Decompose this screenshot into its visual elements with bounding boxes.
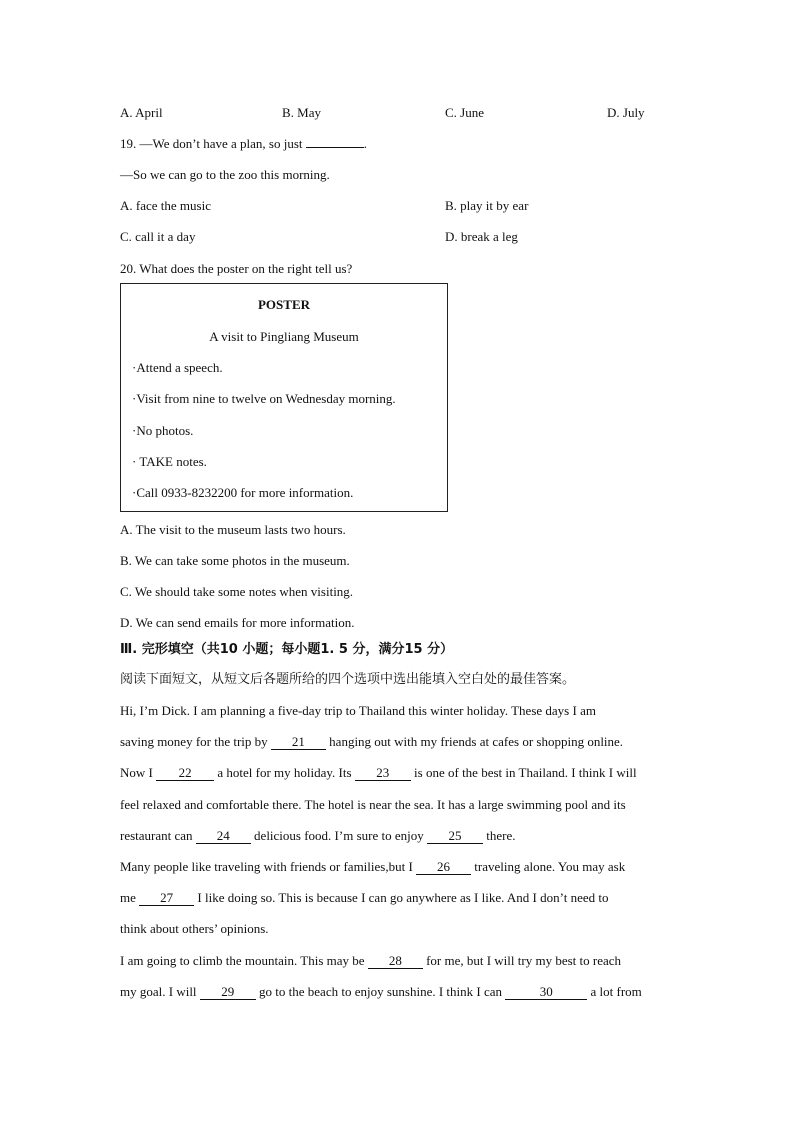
q19-stem bbox=[120, 136, 367, 152]
passage-line bbox=[120, 890, 608, 906]
passage-line bbox=[120, 859, 625, 875]
poster-item: ·Attend a speech. bbox=[132, 360, 223, 375]
passage-text: a hotel for my holiday. Its bbox=[214, 765, 355, 780]
passage-text: me bbox=[120, 890, 140, 905]
passage-text: a lot from bbox=[587, 984, 642, 999]
passage-line bbox=[120, 984, 642, 1000]
q20-stem: 20. What does the poster on the right tell us? bbox=[120, 261, 353, 276]
q19-option-b: B. play it by ear bbox=[445, 198, 529, 213]
q18-option-c: C. June bbox=[445, 105, 484, 120]
blank-30: 30 bbox=[505, 985, 587, 1000]
blank-24: 24 bbox=[196, 829, 251, 844]
q19-stem-end: . bbox=[363, 136, 367, 151]
blank-25: 25 bbox=[427, 829, 483, 844]
poster-subtitle: A visit to Pingliang Museum bbox=[209, 329, 359, 344]
passage-text: hanging out with my friends at cafes or shopping online. bbox=[325, 734, 624, 749]
q20-option-d: D. We can send emails for more information. bbox=[120, 615, 355, 630]
blank-26: 26 bbox=[416, 860, 471, 875]
passage-text: Many people like traveling with friends or families,but I bbox=[120, 859, 417, 874]
poster-item: ·Call 0933-8232200 for more information. bbox=[132, 485, 354, 500]
passage-text: I am going to climb the mountain. This may be bbox=[120, 953, 368, 968]
passage-line bbox=[120, 953, 621, 969]
q19-option-a: A. face the music bbox=[120, 198, 211, 213]
passage-text: traveling alone. You may ask bbox=[471, 859, 626, 874]
passage-text: go to the beach to enjoy sunshine. I think I can bbox=[255, 984, 506, 999]
poster-box bbox=[120, 283, 448, 512]
poster-item: ·Visit from nine to twelve on Wednesday morning. bbox=[132, 391, 396, 406]
passage-text: there. bbox=[482, 828, 516, 843]
passage-text: I like doing so. This is because I can go anywhere as I like. And I don’t need to bbox=[194, 890, 609, 905]
passage-text: is one of the best in Thailand. I think I will bbox=[410, 765, 637, 780]
passage-line: Hi, I’m Dick. I am planning a five-day trip to Thailand this winter holiday. These days I am bbox=[120, 703, 596, 718]
poster-title: POSTER bbox=[257, 297, 310, 312]
passage-line: think about others’ opinions. bbox=[120, 921, 269, 936]
q18-option-b: B. May bbox=[282, 105, 321, 120]
section-heading: Ⅲ. 完形填空（共10 小题；每小题1. 5 分，满分15 分） bbox=[120, 642, 454, 657]
passage-text: saving money for the trip by bbox=[120, 734, 271, 749]
passage-text: my goal. I will bbox=[120, 984, 200, 999]
passage-text: delicious food. I’m sure to enjoy bbox=[250, 828, 427, 843]
q18-option-a: A. April bbox=[120, 105, 163, 120]
blank-22: 22 bbox=[156, 766, 214, 781]
passage-text: restaurant can bbox=[120, 828, 196, 843]
passage-text: for me, but I will try my best to reach bbox=[422, 953, 622, 968]
poster-item: · TAKE notes. bbox=[132, 454, 207, 469]
q20-option-c: C. We should take some notes when visiting. bbox=[120, 584, 354, 599]
passage-line: feel relaxed and comfortable there. The hotel is near the sea. It has a large swimming pool and its bbox=[120, 797, 626, 812]
passage-line bbox=[120, 765, 637, 781]
q19-option-d: D. break a leg bbox=[445, 229, 518, 244]
passage-text: Now I bbox=[120, 765, 157, 780]
q18-option-d: D. July bbox=[607, 105, 645, 120]
q20-option-b: B. We can take some photos in the museum. bbox=[120, 553, 350, 568]
q19-answer-blank bbox=[306, 147, 364, 148]
q19-reply: —So we can go to the zoo this morning. bbox=[120, 167, 330, 182]
blank-29: 29 bbox=[200, 985, 256, 1000]
poster-item: ·No photos. bbox=[132, 423, 194, 438]
q20-option-a: A. The visit to the museum lasts two hours. bbox=[120, 522, 346, 537]
q19-option-c: C. call it a day bbox=[120, 229, 196, 244]
blank-28: 28 bbox=[368, 954, 423, 969]
blank-23: 23 bbox=[355, 766, 411, 781]
blank-27: 27 bbox=[139, 891, 194, 906]
blank-21: 21 bbox=[271, 735, 326, 750]
passage-line bbox=[120, 734, 623, 750]
q19-stem-text: 19. —We don’t have a plan, so just bbox=[120, 136, 306, 151]
passage-line bbox=[120, 828, 515, 844]
section-instruction: 阅读下面短文，从短文后各题所给的四个选项中选出能填入空白处的最佳答案。 bbox=[120, 672, 576, 687]
